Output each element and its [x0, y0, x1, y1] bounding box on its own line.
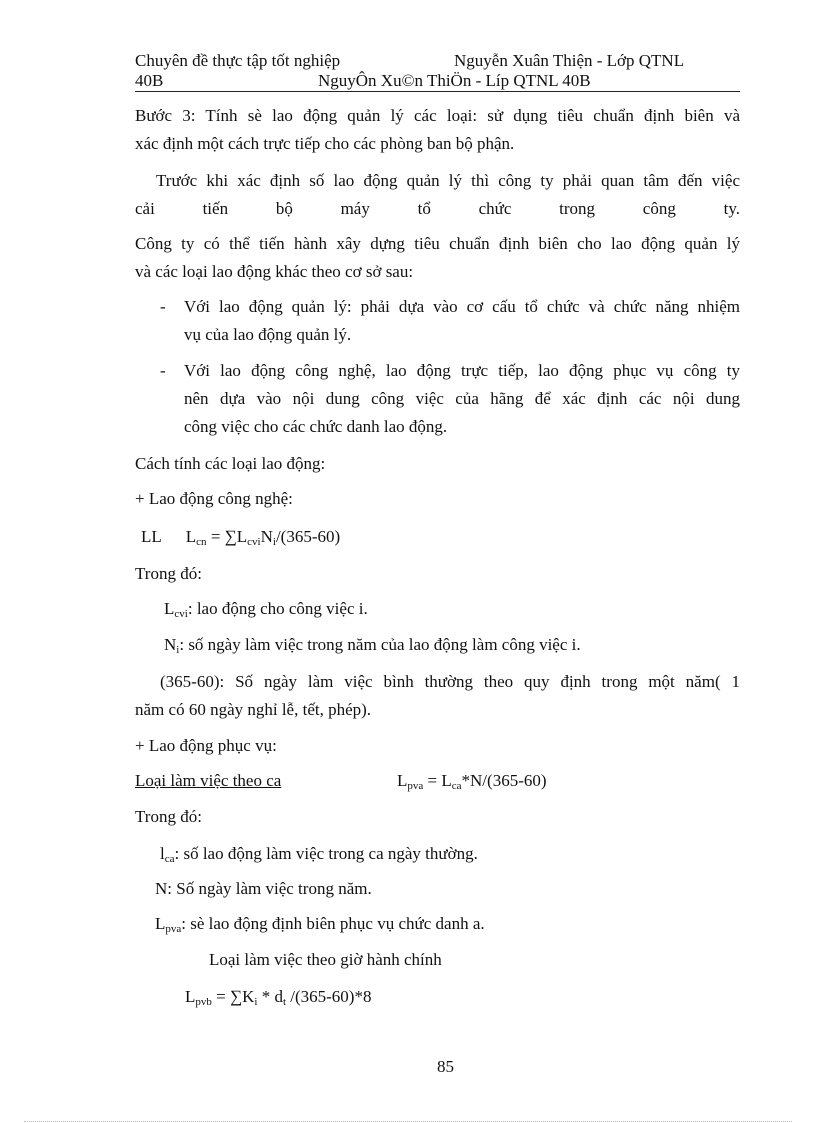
def-lca-l: l — [160, 844, 165, 863]
p3-line1: Công ty có thể tiến hành xây dựng tiêu chuẩn định biên cho lao động quản lý — [135, 234, 740, 253]
def-ni-text: : số ngày làm việc trong năm của lao động làm công việc i. — [179, 635, 581, 654]
formula1-sub-cvi: cvi — [247, 536, 261, 548]
formula3-star: * d — [257, 987, 283, 1006]
calc-title: Cách tính các loại lao động: — [135, 454, 326, 473]
p2-line2 — [135, 200, 740, 217]
formula2-sub-pva: pva — [407, 780, 424, 792]
formula3 — [185, 987, 372, 1008]
def-lca-text: : số lao động làm việc trong ca ngày thường. — [174, 844, 478, 863]
bullet2-line3: công việc cho các chức danh lao động. — [184, 417, 448, 436]
formula3-L: L — [185, 987, 196, 1006]
p2-word: tiến — [202, 199, 229, 218]
p2-word: tổ — [417, 199, 431, 218]
bullet1-line2: vụ của lao động quản lý. — [184, 325, 352, 344]
header-left: Chuyên đề thực tập tốt nghiệp — [135, 51, 341, 70]
def-lcvi — [164, 599, 368, 620]
header-second-right: NguyÔn Xu©n ThiÖn - Líp QTNL 40B — [318, 71, 591, 90]
formula1-end: /(365-60) — [275, 527, 341, 546]
p2-word: ty. — [723, 199, 740, 218]
def-lpva-text: : sè lao động định biên phục vụ chức danh a. — [181, 914, 485, 933]
formula3-sub-t: t — [282, 996, 286, 1008]
def-lpva-sub: pva — [165, 923, 182, 935]
where-label-1: Trong đó: — [135, 564, 202, 583]
def-ni-sub: i — [176, 644, 180, 656]
p2-word: công — [642, 199, 676, 218]
page-number: 85 — [437, 1057, 454, 1076]
header-second-left: 40B — [135, 71, 164, 90]
p1-line1: Bước 3: Tính sè lao động quản lý các loại: sử dụng tiêu chuẩn định biên và — [135, 106, 740, 125]
def-lpva-L: L — [155, 914, 166, 933]
def-lcvi-text: : lao động cho công việc i. — [187, 599, 368, 618]
p2-line1: Trước khi xác định số lao động quản lý thì công ty phải quan tâm đến việc — [156, 171, 740, 190]
bullet2-line2: nên dựa vào nội dung công việc của hãng để xác định các nội dung — [184, 389, 740, 408]
formula1-sub-cn: cn — [196, 536, 207, 548]
def-days-line2: năm có 60 ngày nghỉ lễ, tết, phép). — [135, 700, 372, 719]
formula3-end: /(365-60)*8 — [286, 987, 372, 1006]
formula2 — [397, 771, 547, 792]
def-lca — [160, 844, 478, 865]
formula1-prefix: LL — [141, 527, 162, 546]
formula2-L: L — [397, 771, 408, 790]
formula1-L: L — [185, 527, 197, 546]
bullet-dash: - — [160, 361, 166, 380]
def-days-line1: (365-60): Số ngày làm việc bình thường theo quy định trong một năm( 1 — [160, 672, 740, 691]
where-label-2: Trong đó: — [135, 807, 202, 826]
def-ni-N: N — [164, 635, 177, 654]
formula3-sub-i: i — [254, 996, 258, 1008]
formula1-N: N — [260, 527, 273, 546]
def-lca-sub: ca — [164, 853, 175, 865]
shift-label: Loại làm việc theo ca — [135, 771, 282, 790]
formula1-sub-i: i — [272, 536, 276, 548]
formula1-mid: = ∑L — [206, 527, 248, 546]
bullet1-line1: Với lao động quản lý: phải dựa vào cơ cấu tổ chức và chức năng nhiệm — [184, 297, 740, 316]
serv-title: + Lao động phục vụ: — [135, 736, 277, 755]
p3-line2: và các loại lao động khác theo cơ sở sau: — [135, 262, 414, 281]
def-ni — [164, 635, 581, 656]
p2-word: bộ — [275, 199, 293, 218]
formula3-mid: = ∑K — [211, 987, 255, 1006]
p2-word: chức — [478, 199, 512, 218]
def-lpva — [155, 914, 485, 935]
admin-label: Loại làm việc theo giờ hành chính — [209, 950, 442, 969]
tech-title: + Lao động công nghệ: — [135, 489, 293, 508]
p2-word: máy — [340, 199, 370, 218]
bullet-dash: - — [160, 297, 166, 316]
def-lcvi-L: L — [164, 599, 175, 618]
formula1 — [141, 527, 341, 548]
p2-word: cải — [135, 199, 155, 218]
header-rule — [135, 91, 740, 92]
header-right: Nguyễn Xuân Thiện - Lớp QTNL — [454, 51, 685, 70]
def-n: N: Số ngày làm việc trong năm. — [155, 879, 372, 898]
formula3-sub-pvb: pvb — [195, 996, 212, 1008]
def-lcvi-sub: cvi — [174, 608, 188, 620]
formula2-sub-ca: ca — [451, 780, 462, 792]
bullet2-line1: Với lao động công nghệ, lao động trực tiếp, lao động phục vụ công ty — [184, 361, 740, 380]
p2-word: trong — [559, 199, 596, 218]
formula2-mid: = L — [423, 771, 452, 790]
p1-line2: xác định một cách trực tiếp cho các phòng ban bộ phận. — [135, 134, 515, 153]
formula2-end: *N/(365-60) — [461, 771, 547, 790]
page-bottom-dotted-line — [24, 1121, 792, 1122]
